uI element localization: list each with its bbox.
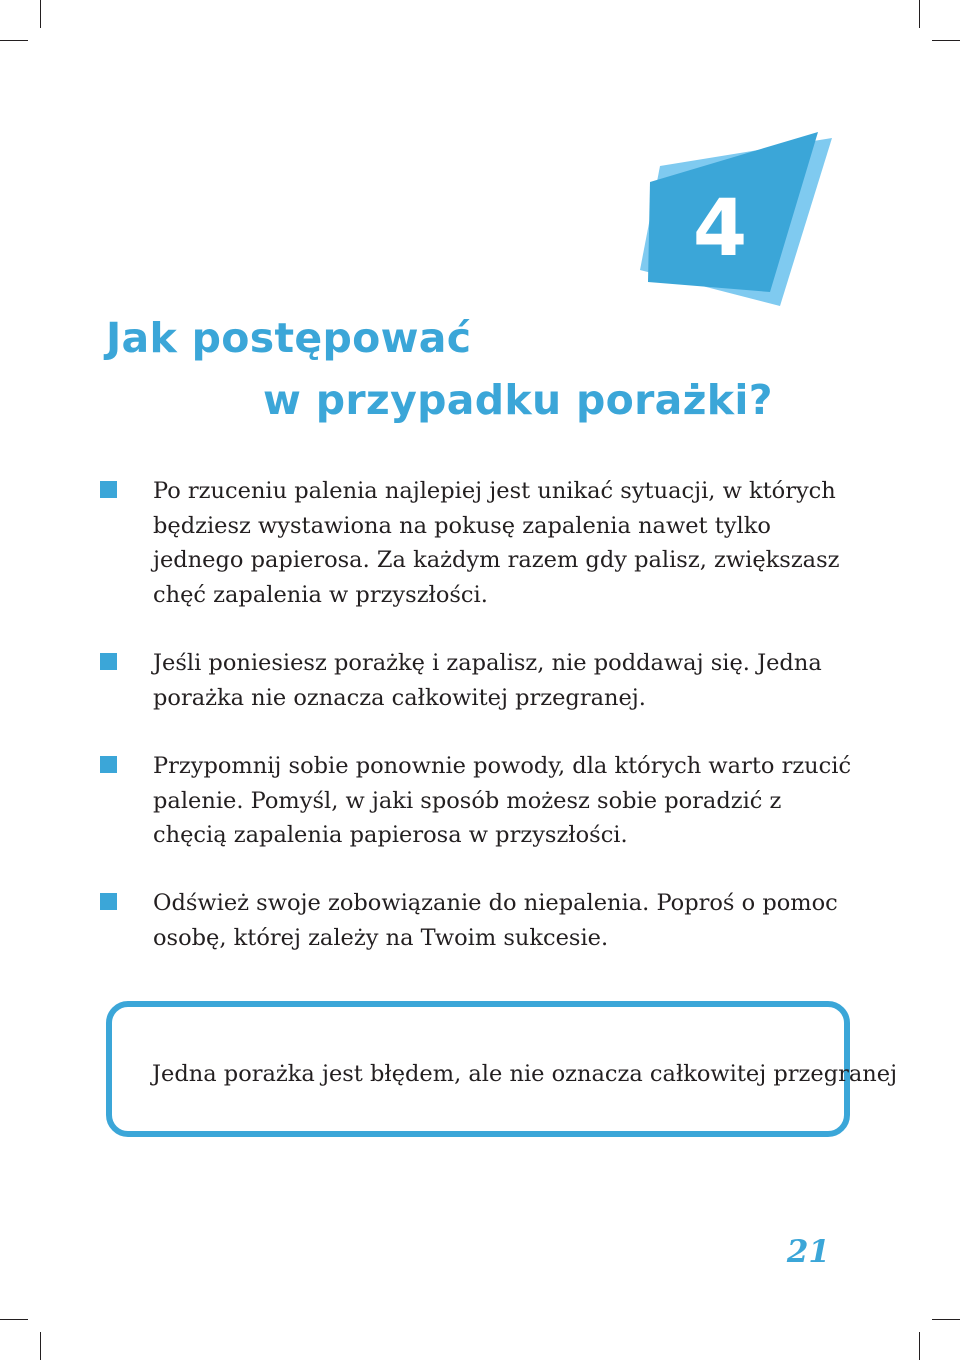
list-item-text: Jeśli poniesiesz porażkę i zapalisz, nie poddawaj się. Jedna porażka nie oznacza całkowitej przegranej. <box>153 650 822 711</box>
crop-mark-top-left-v <box>40 0 41 28</box>
page-number: 21 <box>786 1234 830 1270</box>
crop-mark-top-right-h <box>932 40 960 41</box>
crop-mark-bottom-right-h <box>932 1319 960 1320</box>
square-bullet-icon <box>100 481 117 498</box>
crop-mark-bottom-left-h <box>0 1319 28 1320</box>
crop-mark-bottom-right-v <box>919 1332 920 1360</box>
quote-text: Jedna porażka jest błędem, ale nie oznacza całkowitej przegranej <box>152 1061 898 1087</box>
square-bullet-icon <box>100 653 117 670</box>
square-bullet-icon <box>100 756 117 773</box>
chapter-number: 4 <box>692 184 748 274</box>
list-item-text: Po rzuceniu palenia najlepiej jest unikać sytuacji, w których będziesz wystawiona na pokusę zapalenia nawet tylko jednego papierosa. Za każdym razem gdy palisz, zwiększasz chęć zapalenia w przyszłości. <box>153 478 840 608</box>
page-title-line1: Jak postępować <box>106 314 472 362</box>
list-item-text: Odśwież swoje zobowiązanie do niepalenia. Poproś o pomoc osobę, której zależy na Twoim sukcesie. <box>153 890 838 951</box>
crop-mark-top-right-v <box>919 0 920 28</box>
square-bullet-icon <box>100 893 117 910</box>
quote-box <box>106 1001 898 1137</box>
crop-mark-bottom-left-v <box>40 1332 41 1360</box>
crop-mark-top-left-h <box>0 40 28 41</box>
page-title-line2: w przypadku porażki? <box>263 376 773 424</box>
list-item-text: Przypomnij sobie ponownie powody, dla których warto rzucić palenie. Pomyśl, w jaki sposób możesz sobie poradzić z chęcią zapalenia papierosa w przyszłości. <box>153 753 852 848</box>
